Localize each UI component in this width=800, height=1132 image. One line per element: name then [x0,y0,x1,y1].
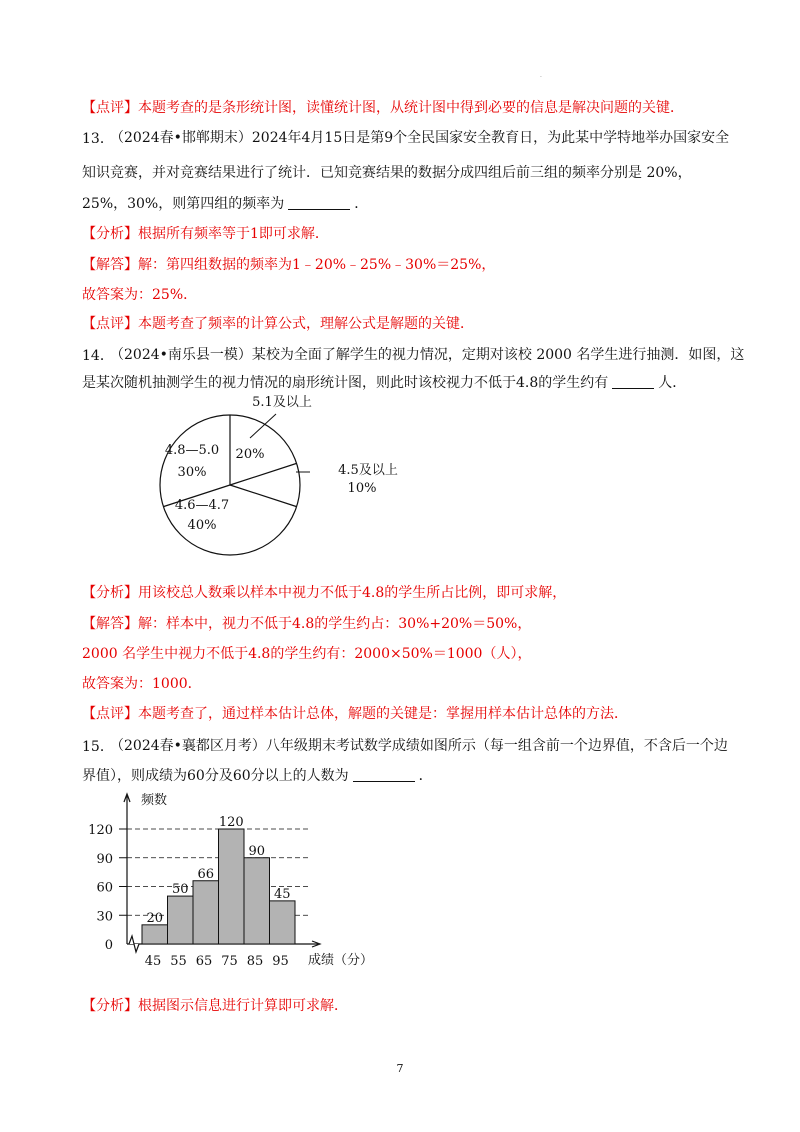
q14-analysis: 【分析】用该校总人数乘以样本中视力不低于4.8的学生所占比例，即可求解， [82,585,567,601]
y-tick-label: 90 [96,851,113,867]
q14-text-2a: 是某次随机抽测学生的视力情况的扇形统计图，则此时该校视力不低于4.8的学生约有 [82,375,609,391]
pie-slice-label: 4.8—5.0 [164,443,220,458]
q14-answer: 【解答】解：样本中，视力不低于4.8的学生约占：30%+20%＝50%， [82,616,532,632]
q14-text-2b: 人． [658,375,687,391]
x-tick-label: 75 [221,954,238,969]
x-tick-label: 65 [195,954,213,969]
pie-slice-percent: 40% [187,518,217,533]
pie-slice-percent: 20% [235,447,265,462]
pie-slice-label: 5.1及以上 [252,395,312,410]
histogram-chart [80,784,400,974]
pie-slice-boundary [230,485,297,507]
q13-text-2: 知识竞赛，并对竞赛结果进行了统计．已知竞赛结果的数据分成四组后前三组的频率分别是 20%， [82,165,692,181]
pie-chart [80,392,398,582]
bar [193,881,219,944]
y-tick-label: 0 [104,938,113,953]
q15-number: 15． [82,739,114,755]
q13-text-3b: ． [354,196,369,212]
bar-value-label: 45 [273,886,291,902]
y-axis-label: 频数 [141,793,168,808]
pie-leader-line [250,414,276,438]
bar-value-label: 120 [218,815,244,830]
bar [168,896,194,944]
decorative-dot: · [540,74,542,81]
x-tick-label: 85 [246,954,264,969]
bar-value-label: 50 [171,882,189,898]
page-number: 7 [396,1062,404,1075]
q15-text-2a: 界值），则成绩为60分及60分以上的人数为 [82,768,349,784]
q14-answer-2: 2000 名学生中视力不低于4.8的学生约有：2000×50%＝1000（人）， [82,646,532,662]
x-tick-label: 55 [170,954,187,969]
q15-text-2 [82,766,433,786]
q15-text-2b: ． [418,768,433,784]
axis-break-mark [129,936,139,952]
bar-value-label: 90 [248,843,266,859]
q13-text-1: （2024春•邯郸期末）2024年4月15日是第9个全民国家安全教育日，为此某中学特地举办国家安全 [110,130,730,146]
x-axis-label: 成绩（分） [308,953,374,968]
q13-analysis: 【分析】根据所有频率等于1即可求解． [82,226,329,242]
q13-number: 13． [82,131,114,147]
bar [219,829,245,944]
q12-comment: 【点评】本题考查的是条形统计图，读懂统计图，从统计图中得到必要的信息是解决问题的关键． [82,100,684,116]
q13-answer: 【解答】解：第四组数据的频率为1﹣20%﹣25%﹣30%＝25%， [82,257,496,273]
q14-number: 14． [82,348,114,364]
bar [244,858,270,944]
answer-blank [288,195,350,210]
bar [142,925,168,944]
q14-text-1: （2024•南乐县一模）某校为全面了解学生的视力情况，定期对该校 2000 名学生进行抽测．如图，这 [110,347,745,363]
pie-slice-percent: 30% [177,465,207,480]
x-tick-label: 45 [144,954,162,969]
bar [270,901,296,944]
y-tick-label: 30 [96,909,113,925]
bar-value-label: 20 [146,910,164,926]
pie-slice-label: 4.5及以上 [338,463,398,478]
answer-blank [353,767,415,782]
pie-slice-label: 4.6—4.7 [174,498,230,513]
answer-blank [612,374,654,389]
q13-final: 故答案为：25%． [82,287,198,303]
pie-slice-percent: 10% [347,481,377,496]
q13-text-3a: 25%，30%，则第四组的频率为 [82,196,285,212]
pie-slice-boundary [230,463,297,485]
q15-analysis: 【分析】根据图示信息进行计算即可求解． [82,998,348,1014]
q15-text-1: （2024春•襄都区月考）八年级期末考试数学成绩如图所示（每一组含前一个边界值，不含后一个边 [110,738,728,754]
q14-text-2 [82,373,686,393]
y-tick-label: 120 [88,823,113,838]
y-tick-label: 60 [96,880,113,896]
q13-comment: 【点评】本题考查了频率的计算公式，理解公式是解题的关键． [82,316,474,332]
q13-text-3 [82,194,368,214]
q14-final: 故答案为：1000． [82,676,202,692]
x-tick-label: 95 [272,954,289,969]
q14-comment: 【点评】本题考查了，通过样本估计总体，解题的关键是：掌握用样本估计总体的方法． [82,706,628,722]
bar-value-label: 66 [197,866,215,882]
